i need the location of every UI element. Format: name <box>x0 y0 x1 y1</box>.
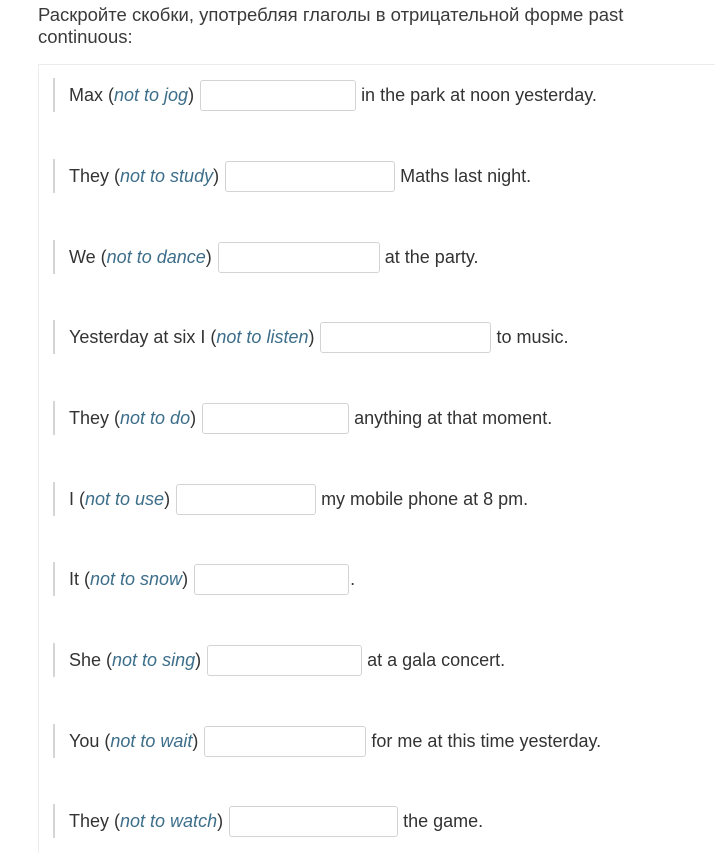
paren-close: ) <box>190 407 197 428</box>
paren-close: ) <box>182 568 189 589</box>
verb-hint: not to dance <box>106 246 206 267</box>
verb-hint: not to study <box>120 165 214 186</box>
paren-close: ) <box>164 488 171 509</box>
verb-hint: not to jog <box>114 84 189 105</box>
paren-close: ) <box>195 649 202 670</box>
sentence-end: at the party. <box>384 246 479 267</box>
verb-hint: not to do <box>120 407 191 428</box>
verb-hint: not to sing <box>112 649 196 670</box>
answer-input-4[interactable] <box>320 322 491 353</box>
sentence-start: You ( <box>69 730 111 751</box>
sentence-start: Yesterday at six I ( <box>69 326 217 347</box>
exercise-card <box>38 64 715 853</box>
row-marker <box>53 643 55 677</box>
row-marker <box>53 240 55 274</box>
verb-hint: not to wait <box>110 730 193 751</box>
answer-input-8[interactable] <box>207 645 362 676</box>
exercise-row-6 <box>53 482 528 516</box>
sentence-end: . <box>350 568 356 589</box>
verb-hint: not to snow <box>90 568 183 589</box>
exercise-row-9 <box>53 724 601 758</box>
sentence-end: at a gala concert. <box>367 649 506 670</box>
exercise-row-1 <box>53 78 597 112</box>
paren-close: ) <box>217 810 224 831</box>
sentence-start: They ( <box>69 810 121 831</box>
exercise-row-4 <box>53 320 569 354</box>
sentence-start: We ( <box>69 246 107 267</box>
paren-close: ) <box>308 326 315 347</box>
paren-close: ) <box>205 246 212 267</box>
sentence-start: They ( <box>69 165 121 186</box>
exercise-row-7 <box>53 562 355 596</box>
paren-close: ) <box>188 84 195 105</box>
exercise-row-10 <box>53 804 483 838</box>
exercise-row-2 <box>53 159 531 193</box>
row-marker <box>53 78 55 112</box>
answer-input-9[interactable] <box>204 726 366 757</box>
answer-input-3[interactable] <box>218 242 380 273</box>
exercise-row-3 <box>53 240 478 274</box>
sentence-end: anything at that moment. <box>354 407 553 428</box>
row-marker <box>53 320 55 354</box>
sentence-end: my mobile phone at 8 pm. <box>321 488 529 509</box>
answer-input-6[interactable] <box>176 484 316 515</box>
paren-close: ) <box>213 165 220 186</box>
row-marker <box>53 804 55 838</box>
exercise-row-5 <box>53 401 552 435</box>
row-marker <box>53 482 55 516</box>
row-marker <box>53 724 55 758</box>
sentence-end: the game. <box>403 810 484 831</box>
verb-hint: not to listen <box>216 326 309 347</box>
sentence-start: They ( <box>69 407 121 428</box>
row-marker <box>53 159 55 193</box>
sentence-start: I ( <box>69 488 85 509</box>
paren-close: ) <box>192 730 199 751</box>
row-marker <box>53 401 55 435</box>
instructions-text: Раскройте скобки, употребляя глаголы в отрицательной форме past continuous: <box>38 4 624 47</box>
sentence-start: She ( <box>69 649 113 670</box>
sentence-end: to music. <box>496 326 569 347</box>
answer-input-2[interactable] <box>225 161 395 192</box>
answer-input-5[interactable] <box>202 403 349 434</box>
sentence-start: It ( <box>69 568 90 589</box>
sentence-end: in the park at noon yesterday. <box>361 84 597 105</box>
sentence-end: Maths last night. <box>400 165 532 186</box>
verb-hint: not to use <box>85 488 165 509</box>
row-marker <box>53 562 55 596</box>
sentence-start: Max ( <box>69 84 114 105</box>
answer-input-1[interactable] <box>200 80 356 111</box>
answer-input-10[interactable] <box>229 806 398 837</box>
sentence-end: for me at this time yesterday. <box>371 730 602 751</box>
verb-hint: not to watch <box>120 810 218 831</box>
exercise-row-8 <box>53 643 505 677</box>
answer-input-7[interactable] <box>194 564 349 595</box>
